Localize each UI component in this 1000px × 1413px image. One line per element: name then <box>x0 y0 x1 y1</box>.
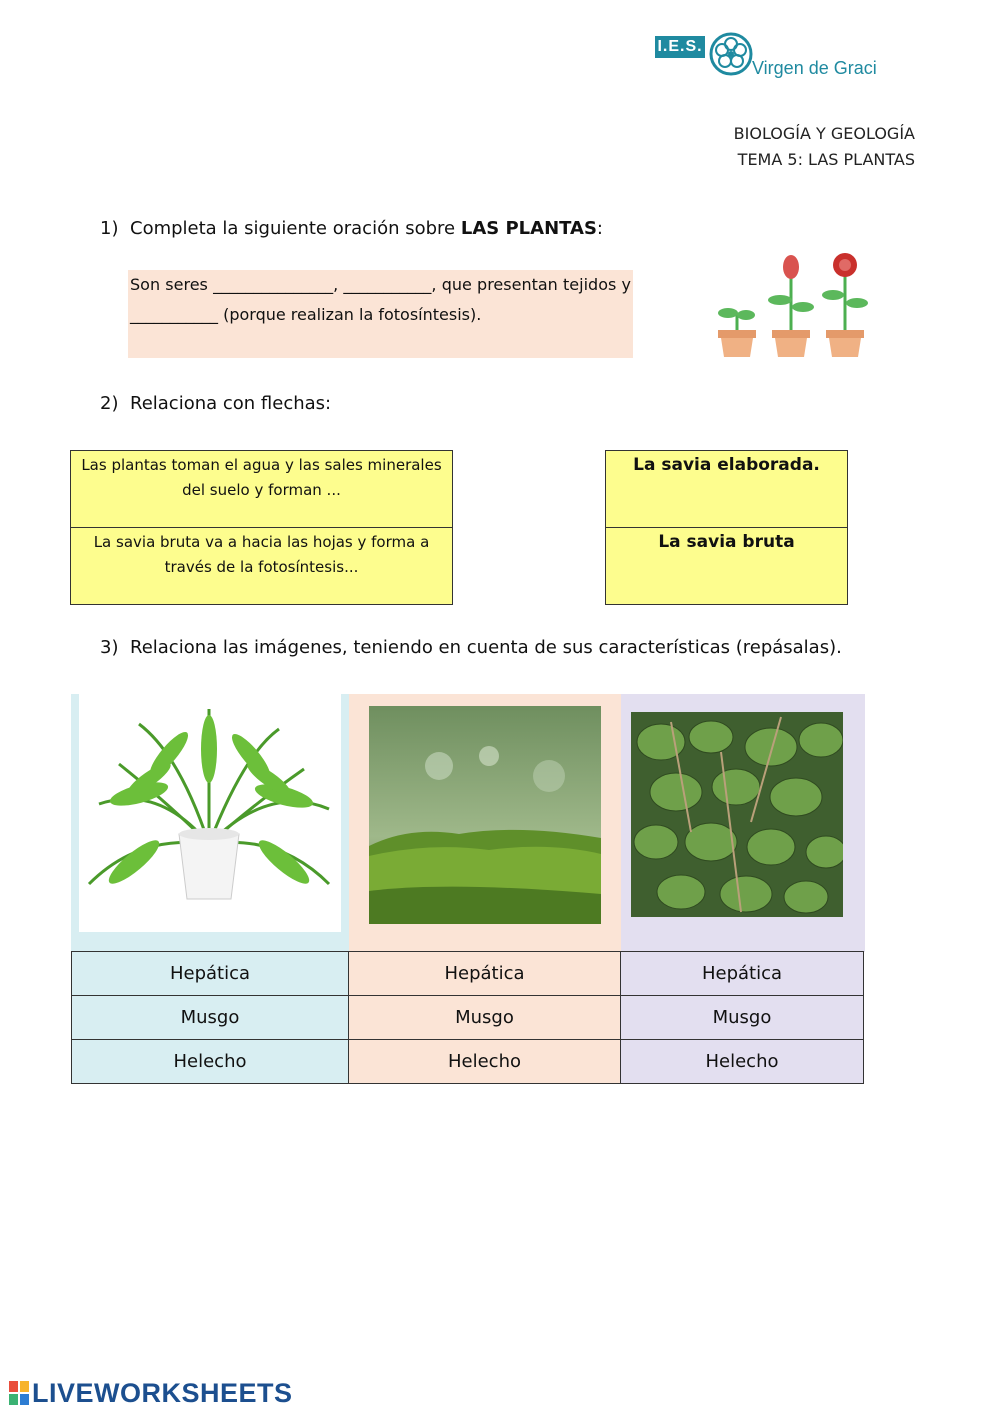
option-helecho-fern[interactable]: Helecho <box>72 1040 349 1084</box>
option-musgo-liverwort[interactable]: Musgo <box>621 996 864 1040</box>
school-name: Virgen de Graci <box>752 58 877 78</box>
question-2-number: 2) <box>100 393 119 414</box>
moss-image <box>369 706 601 924</box>
school-logo <box>655 28 885 84</box>
option-hepatica-fern[interactable]: Hepática <box>72 952 349 996</box>
option-helecho-moss[interactable]: Helecho <box>349 1040 621 1084</box>
question-3-number: 3) <box>100 637 119 658</box>
option-musgo-moss[interactable]: Musgo <box>349 996 621 1040</box>
classification-table <box>71 951 864 1084</box>
option-hepatica-moss[interactable]: Hepática <box>349 952 621 996</box>
flower-pots-illustration <box>700 245 880 365</box>
option-musgo-fern[interactable]: Musgo <box>72 996 349 1040</box>
question-2-prompt: Relaciona con flechas: <box>130 393 332 414</box>
subject-title: BIOLOGÍA Y GEOLOGÍA <box>733 124 915 143</box>
question-3 <box>100 637 842 658</box>
question-2 <box>100 393 331 414</box>
brand-name: LIVEWORKSHEETS <box>32 1378 293 1408</box>
left-match-item[interactable]: La savia bruta va a hacia las hojas y forma a través de la fotosíntesis... <box>71 528 453 605</box>
logo-abbr: I.E.S. <box>655 36 705 58</box>
left-match-table <box>70 450 453 605</box>
question-3-prompt: Relaciona las imágenes, teniendo en cuenta de sus características (repásalas). <box>130 637 842 658</box>
flower-emblem-icon <box>707 28 755 80</box>
option-hepatica-liverwort[interactable]: Hepática <box>621 952 864 996</box>
question-1-number: 1) <box>100 218 119 239</box>
right-match-table <box>605 450 848 605</box>
fern-image <box>79 694 341 932</box>
question-1-topic: LAS PLANTAS <box>460 218 597 239</box>
footer-brand <box>8 1378 293 1409</box>
right-match-item[interactable]: La savia elaborada. <box>606 451 848 528</box>
option-helecho-liverwort[interactable]: Helecho <box>621 1040 864 1084</box>
question-1-prompt: Completa la siguiente oración sobre <box>130 218 461 239</box>
right-match-item[interactable]: La savia bruta <box>606 528 848 605</box>
question-1-colon: : <box>596 218 603 239</box>
moss-panel <box>349 694 621 952</box>
liverwort-image <box>631 712 843 917</box>
fill-in-sentence[interactable]: Son seres _______________, ___________, que presentan tejidos y ___________ (porque realizan la fotosíntesis). <box>128 270 633 358</box>
question-1 <box>100 218 603 239</box>
left-match-item[interactable]: Las plantas toman el agua y las sales minerales del suelo y forman ... <box>71 451 453 528</box>
fern-panel <box>71 694 349 952</box>
unit-title: TEMA 5: LAS PLANTAS <box>737 150 915 169</box>
liverwort-panel <box>621 694 865 952</box>
liveworksheets-logo-icon <box>8 1380 30 1406</box>
subject-heading <box>734 121 915 173</box>
